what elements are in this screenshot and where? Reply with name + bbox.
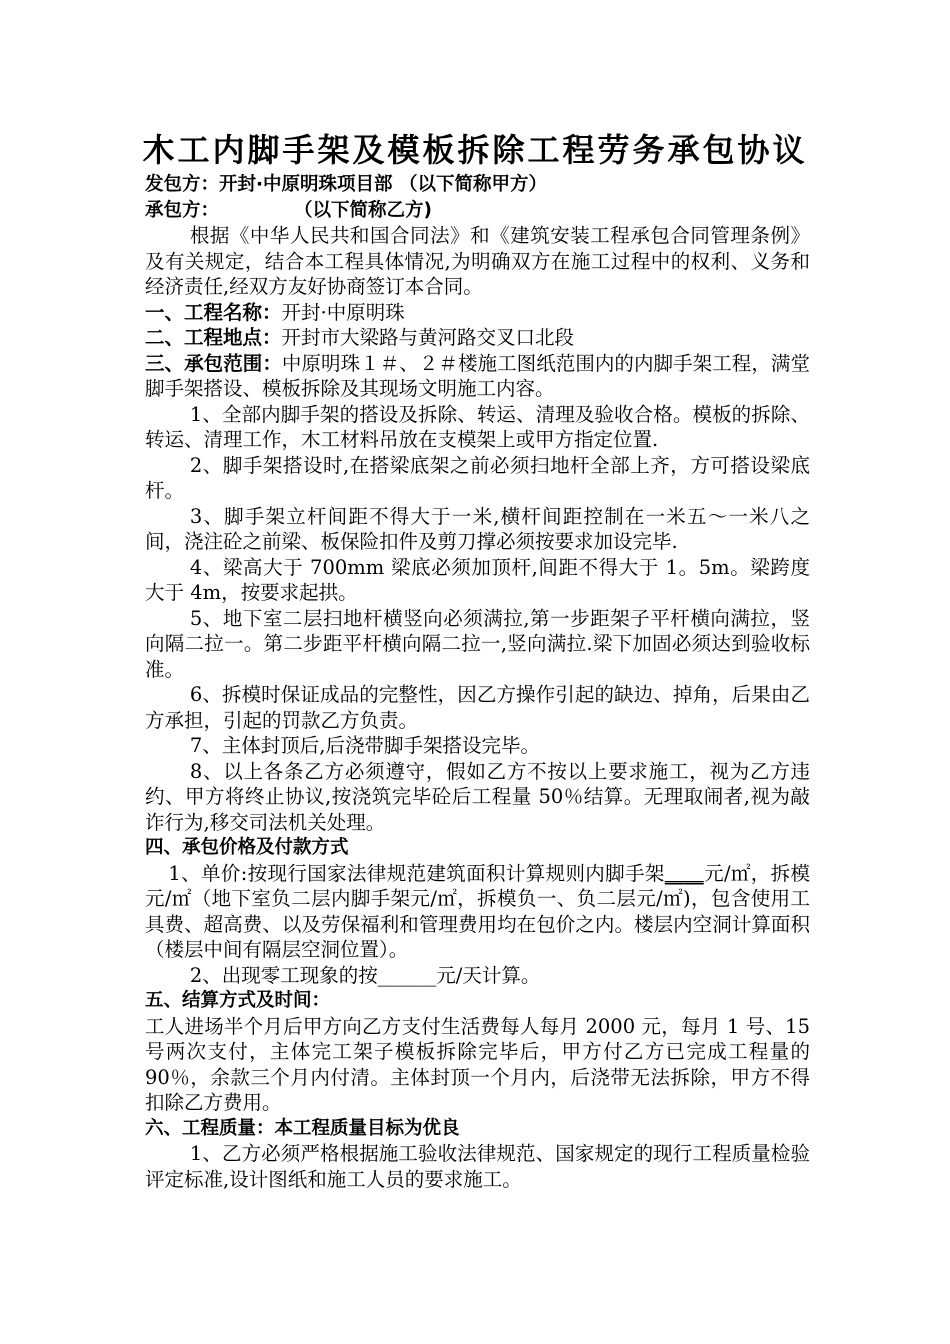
scope-item-8: 8、以上各条乙方必须遵守，假如乙方不按以上要求施工，视为乙方违约、甲方将终止协议,按浇筑完毕砼后工程量 50％结算。无理取闹者,视为敲诈行为,移交司法机关处理。 <box>145 759 810 834</box>
section-1 <box>145 300 810 326</box>
intro-paragraph: 根据《中华人民共和国合同法》和《建筑安装工程承包合同管理条例》及有关规定，结合本工程具体情况,为明确双方在施工过程中的权利、义务和经济责任,经双方友好协商签订本合同。 <box>145 224 810 298</box>
price-blank: ____ <box>664 861 704 885</box>
document-title: 木工内脚手架及模板拆除工程劳务承包协议 <box>142 131 808 169</box>
scope-item-1: 1、全部内脚手架的搭设及拆除、转运、清理及验收合格。模板的拆除、转运、清理工作，木工材料吊放在支模架上或甲方指定位置. <box>145 402 810 451</box>
quality-item-1: 1、乙方必须严格根据施工验收法律规范、国家规定的现行工程质量检验评定标准,设计图纸和施工人员的要求施工。 <box>145 1142 810 1191</box>
scope-item-6: 6、拆模时保证成品的完整性，因乙方操作引起的缺边、掉角，后果由乙方承担，引起的罚款乙方负责。 <box>145 683 810 732</box>
party-a-line: 发包方：开封·中原明珠项目部 （以下简称甲方） <box>145 174 547 195</box>
scope-item-4: 4、梁高大于 700mm 梁底必须加顶杆,间距不得大于 1。5m。梁跨度大于 4m，按要求起拱。 <box>145 555 810 604</box>
section-4-title: 四、承包价格及付款方式 <box>145 837 349 858</box>
daywork-paragraph: 2、出现零工现象的按______元/天计算。 <box>189 963 541 987</box>
section-6-title: 六、工程质量：本工程质量目标为优良 <box>145 1117 460 1139</box>
price-text-end: 元/㎡，拆模元/㎡（地下室负二层内脚手架元/㎡，拆模负一、负二层元/㎡)，包含使用工具费、超高费、以及劳保福利和管理费用均在包价之内。楼层内空洞计算面积（楼层中间有隔层空洞位置）。 <box>145 861 810 961</box>
section-3-label: 三、承包范围： <box>145 351 282 375</box>
section-2-label: 二、工程地点： <box>145 326 282 349</box>
section-3 <box>145 351 810 402</box>
party-b-line <box>145 198 810 224</box>
scope-item-3: 3、脚手架立杆间距不得大于一米,横杆间距控制在一米五～一米八之间，浇注砼之前梁、板保险扣件及剪刀撑必须按要求加设完毕. <box>145 504 810 553</box>
section-5-title: 五、结算方式及时间： <box>145 990 331 1011</box>
party-b-label: 承包方： <box>145 199 220 221</box>
settlement-paragraph: 工人进场半个月后甲方向乙方支付生活费每人每月 2000 元，每月 1 号、15 号两次支付，主体完工架子模板拆除完毕后，甲方付乙方已完成工程量的 90％，余款三个月内付清。主体封顶一个月内，后浇带无法拆除，甲方不得扣除乙方费用。 <box>145 1014 810 1114</box>
section-2 <box>145 325 810 351</box>
section-3-value: 中原明珠１＃、２＃楼施工图纸范围内的内脚手架工程，满堂脚手架搭设、模板拆除及其现场文明施工内容。 <box>145 351 810 400</box>
scope-item-7: 7、主体封顶后,后浇带脚手架搭设完毕。 <box>189 734 540 757</box>
section-1-value: 开封·中原明珠 <box>281 300 405 324</box>
section-1-label: 一、工程名称： <box>145 300 282 324</box>
scope-item-2: 2、脚手架搭设时,在搭梁底架之前必须扫地杆全部上齐，方可搭设梁底杆。 <box>145 453 810 502</box>
party-b-note: （以下简称乙方) <box>294 199 432 221</box>
section-2-value: 开封市大梁路与黄河路交叉口北段 <box>281 326 575 349</box>
scope-item-5: 5、地下室二层扫地杆横竖向必须满拉,第一步距架子平杆横向满拉，竖向隔二拉一。第二步距平杆横向隔二拉一,竖向满拉.梁下加固必须达到验收标准。 <box>145 606 810 681</box>
document-body <box>145 172 810 1192</box>
price-text-start: 1、单价:按现行国家法律规范建筑面积计算规则内脚手架 <box>168 861 665 885</box>
price-paragraph <box>145 861 810 963</box>
